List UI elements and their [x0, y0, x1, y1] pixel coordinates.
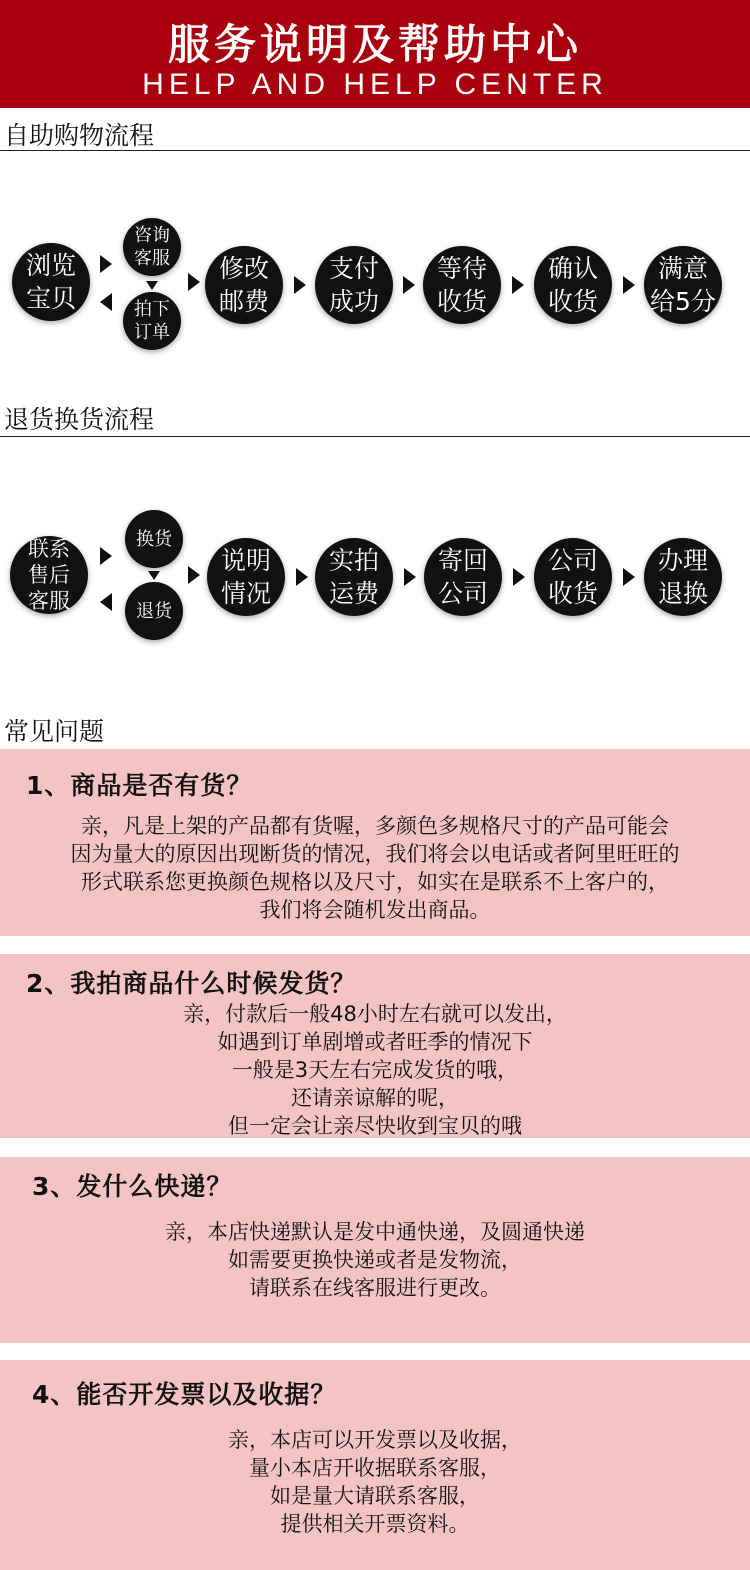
flow-step-1: 修改 邮费: [205, 246, 283, 324]
shopping-flow-divider: [0, 150, 750, 151]
shopping-flow-title: 自助购物流程: [4, 121, 155, 150]
faq-answer-line: 如是量大请联系客服，: [270, 1484, 480, 1508]
flow-step-browse: 浏览 宝贝: [12, 243, 90, 321]
returns-flow-title: 退货换货流程: [4, 405, 155, 434]
flow-step-3: 等待 收货: [423, 246, 501, 324]
faq-answer-line: 但一定会让亲尽快收到宝贝的哦: [228, 1114, 522, 1138]
faq-item-2: [0, 954, 750, 1138]
faq-answer-line: 一般是3天左右完成发货的哦，: [231, 1058, 519, 1082]
faq-answer-line: 量小本店开收据联系客服，: [249, 1456, 501, 1480]
faq-answer-line: 请联系在线客服进行更改。: [249, 1276, 501, 1300]
faq-answer-line: 因为量大的原因出现断货的情况，我们将会以电话或者阿里旺旺的: [70, 842, 680, 866]
faq-answer: [0, 812, 750, 924]
faq-answer: [0, 1000, 750, 1140]
faq-answer-line: 亲，本店可以开发票以及收据，: [228, 1428, 522, 1452]
arrow-right-icon: [403, 276, 415, 294]
faq-item-3: [0, 1157, 750, 1343]
returns-flow-divider: [0, 436, 750, 437]
faq-answer-line: 如遇到订单剧增或者旺季的情况下: [217, 1030, 533, 1054]
arrow-right-icon: [623, 276, 635, 294]
arrow-right-icon: [294, 276, 306, 294]
return-step-5: 办理 退换: [644, 538, 722, 616]
faq-answer-line: 提供相关开票资料。: [280, 1512, 470, 1536]
arrow-down-icon: [148, 571, 160, 580]
flow-step-2: 支付 成功: [315, 246, 393, 324]
return-step-2: 实拍 运费: [315, 538, 393, 616]
faq-answer-line: 如需要更换快递或者是发物流，: [228, 1248, 522, 1272]
arrow-right-icon: [513, 568, 525, 586]
arrow-right-icon: [188, 273, 200, 291]
flow-step-5: 满意 给5分: [644, 246, 722, 324]
arrow-right-icon: [100, 547, 112, 565]
flow-step-4: 确认 收货: [534, 246, 612, 324]
arrow-right-icon: [296, 568, 308, 586]
faq-answer-line: 亲，本店快递默认是发中通快递，及圆通快递: [165, 1220, 585, 1244]
faq-title: 常见问题: [4, 717, 105, 746]
flow-step-return: 退货: [125, 582, 183, 640]
header-title: 服务说明及帮助中心: [167, 20, 582, 69]
faq-answer-line: 亲，凡是上架的产品都有货喔，多颜色多规格尺寸的产品可能会: [81, 814, 669, 838]
faq-item-1: [0, 749, 750, 936]
flow-step-consult: 咨询 客服: [123, 218, 181, 276]
arrow-down-icon: [146, 281, 158, 290]
arrow-right-icon: [100, 255, 112, 273]
page-header: [0, 0, 750, 108]
faq-question: 4、能否开发票以及收据？: [32, 1380, 337, 1409]
flow-step-exchange: 换货: [125, 510, 183, 568]
faq-answer: [0, 1426, 750, 1538]
faq-answer-line: 亲，付款后一般48小时左右就可以发出，: [183, 1002, 567, 1026]
return-step-3: 寄回 公司: [424, 538, 502, 616]
faq-question: 2、我拍商品什么时候发货？: [26, 969, 357, 998]
faq-item-4: [0, 1360, 750, 1570]
arrow-left-icon: [100, 593, 112, 611]
arrow-left-icon: [100, 293, 112, 311]
arrow-right-icon: [512, 276, 524, 294]
faq-question: 3、发什么快递？: [32, 1172, 233, 1201]
flow-step-order: 拍下 订单: [123, 292, 181, 350]
arrow-right-icon: [623, 568, 635, 586]
faq-answer-line: 我们将会随机发出商品。: [259, 898, 491, 922]
faq-answer: [0, 1218, 750, 1302]
faq-answer-line: 形式联系您更换颜色规格以及尺寸，如实在是联系不上客户的，: [81, 870, 669, 894]
return-step-4: 公司 收货: [534, 538, 612, 616]
faq-question: 1、商品是否有货？: [26, 771, 253, 800]
arrow-right-icon: [188, 566, 200, 584]
header-subtitle: HELP AND HELP CENTER: [142, 68, 608, 101]
flow-step-contact-service: 联系 售后 客服: [10, 536, 88, 614]
arrow-right-icon: [404, 568, 416, 586]
return-step-1: 说明 情况: [207, 538, 285, 616]
faq-answer-line: 还请亲谅解的呢，: [291, 1086, 459, 1110]
